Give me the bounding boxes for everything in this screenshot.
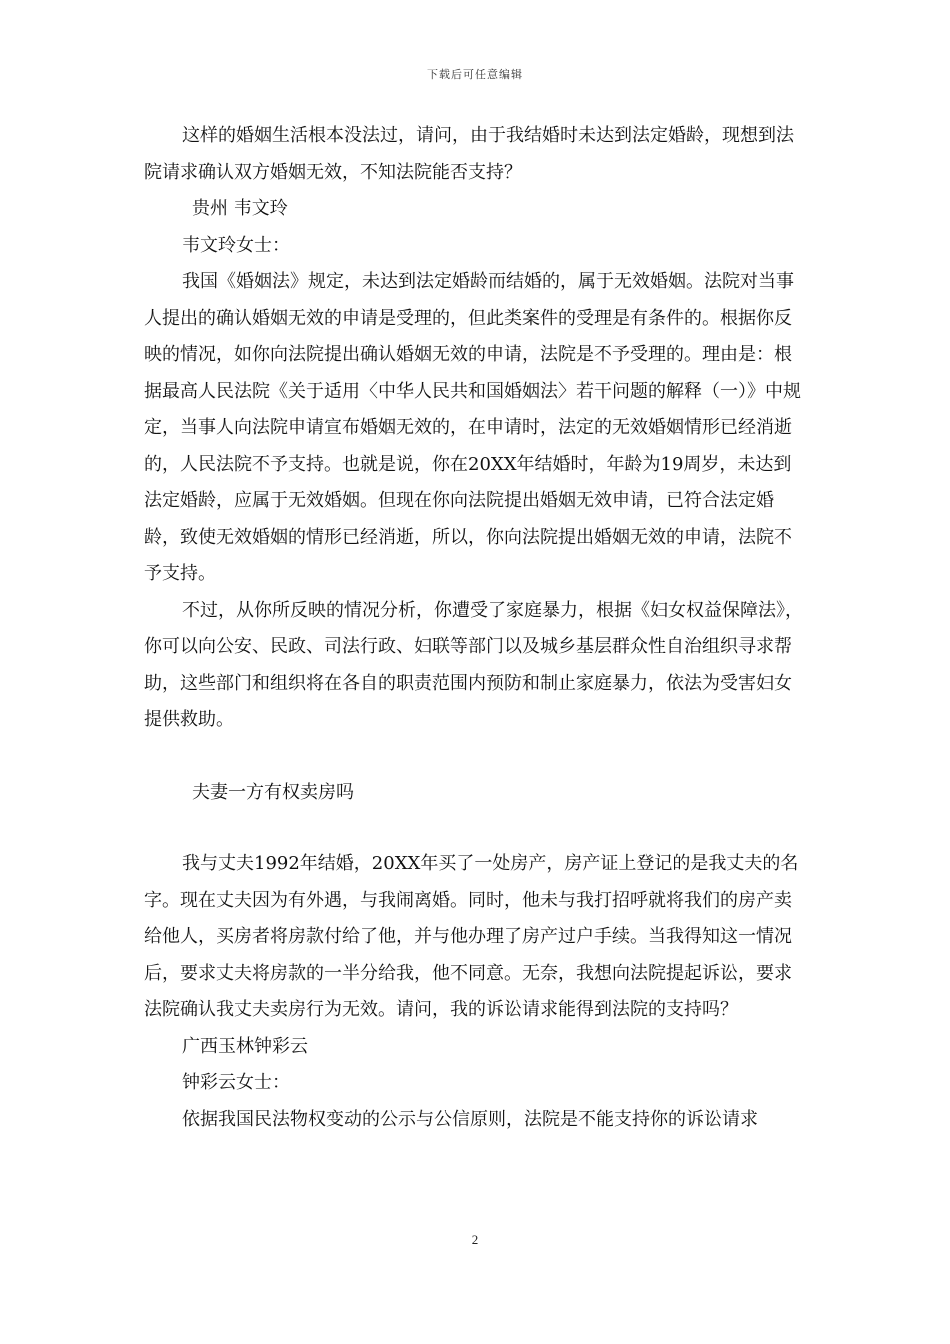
document-body: [144, 118, 806, 1138]
page-number: 2: [471, 1232, 479, 1247]
answer-paragraph-1: 我国《婚姻法》规定，未达到法定婚龄而结婚的，属于无效婚姻。法院对当事人提出的确认婚姻无效的申请是受理的，但此类案件的受理是有条件的。根据你反映的情况，如你向法院提出确认婚姻无效的申请，法院是不予受理的。理由是：根据最高人民法院《关于适用〈中华人民共和国婚姻法〉若干问题的解释（一）》中规定，当事人向法院申请宣布婚姻无效的，在申请时，法定的无效婚姻情形已经消逝的，人民法院不予支持。也就是说，你在20XX年结婚时，年龄为19周岁，未达到法定婚龄，应属于无效婚姻。但现在你向法院提出婚姻无效申请，已符合法定婚龄，致使无效婚姻的情形已经消逝，所以，你向法院提出婚姻无效的申请，法院不予支持。: [144, 271, 801, 584]
question-paragraph-2: 我与丈夫1992年结婚，20XX年买了一处房产，房产证上登记的是我丈夫的名字。现在丈夫因为有外遇，与我闹离婚。同时，他未与我打招呼就将我们的房产卖给他人，买房者将房款付给了他，并与他办理了房产过户手续。当我得知这一情况后，要求丈夫将房款的一半分给我，他不同意。无奈，我想向法院提起诉讼，要求法院确认我丈夫卖房行为无效。请问，我的诉讼请求能得到法院的支持吗？: [144, 853, 799, 1020]
signature-2: 广西玉林钟彩云: [182, 1035, 308, 1057]
signature-1: 贵州 韦文玲: [192, 198, 288, 219]
answer-paragraph-3: 依据我国民法物权变动的公示与公信原则，法院是不能支持你的诉讼请求: [182, 1108, 758, 1130]
page-header: 下载后可任意编辑: [427, 68, 523, 81]
salutation-1: 韦文玲女士：: [182, 234, 290, 256]
salutation-2: 钟彩云女士：: [182, 1072, 290, 1093]
question-paragraph-1: 这样的婚姻生活根本没法过，请问，由于我结婚时未达到法定婚龄，现想到法院请求确认双方婚姻无效，不知法院能否支持？: [144, 125, 794, 183]
section-title: 夫妻一方有权卖房吗: [192, 781, 354, 803]
answer-paragraph-2: 不过，从你所反映的情况分析，你遭受了家庭暴力，根据《妇女权益保障法》，你可以向公安、民政、司法行政、妇联等部门以及城乡基层群众性自治组织寻求帮助，这些部门和组织将在各自的职责范围内预防和制止家庭暴力，依法为受害妇女提供救助。: [144, 599, 803, 730]
